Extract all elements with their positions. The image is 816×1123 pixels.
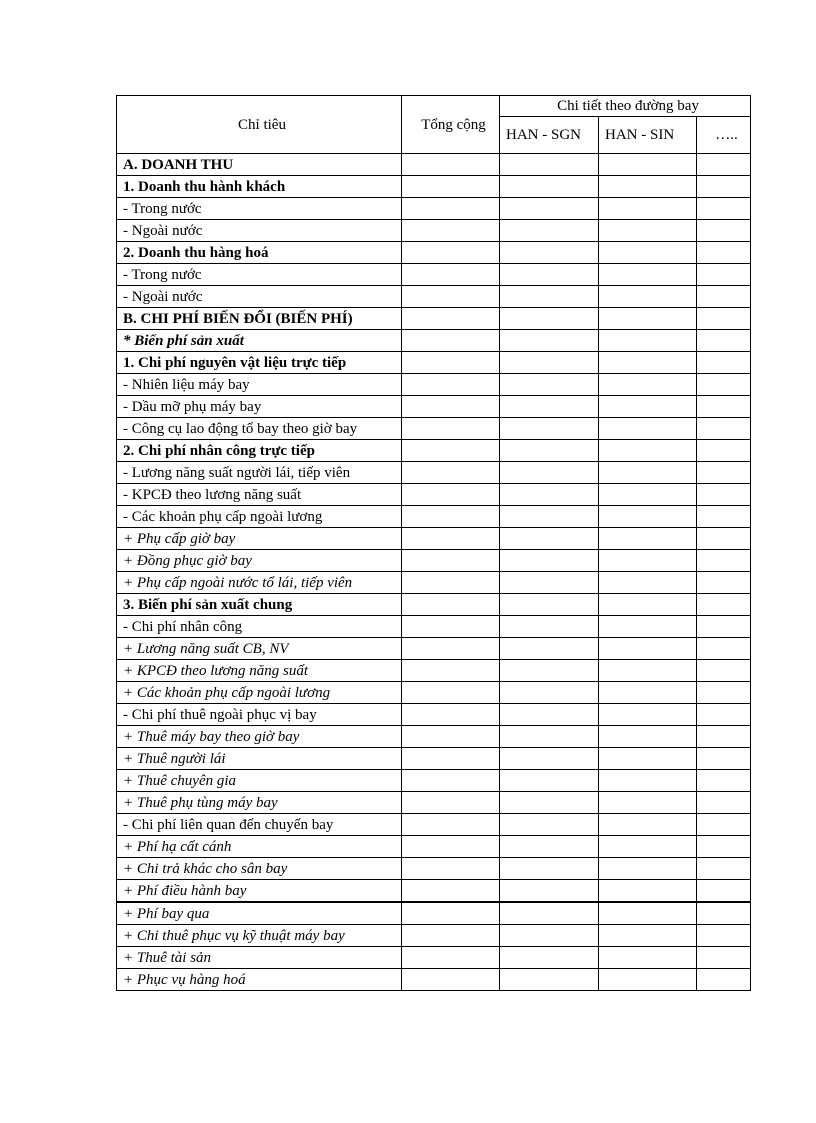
table-row [117, 506, 751, 528]
han-sin-cell [599, 352, 697, 374]
table-row [117, 880, 751, 903]
table-row [117, 902, 751, 925]
total-cell [402, 242, 500, 264]
row-label: - Ngoài nước [117, 286, 402, 308]
table-row [117, 748, 751, 770]
total-cell [402, 550, 500, 572]
han-sin-cell [599, 880, 697, 903]
more-cell [697, 594, 751, 616]
table-row [117, 484, 751, 506]
total-cell [402, 947, 500, 969]
more-cell [697, 528, 751, 550]
table-row [117, 836, 751, 858]
han-sgn-cell [500, 176, 599, 198]
total-cell [402, 814, 500, 836]
table-row [117, 352, 751, 374]
table-row [117, 242, 751, 264]
table-row [117, 286, 751, 308]
table-row [117, 660, 751, 682]
han-sgn-cell [500, 550, 599, 572]
han-sin-cell [599, 374, 697, 396]
han-sin-cell [599, 947, 697, 969]
han-sgn-cell [500, 242, 599, 264]
more-cell [697, 792, 751, 814]
total-cell [402, 528, 500, 550]
header-total: Tổng cộng [402, 96, 500, 154]
han-sin-cell [599, 925, 697, 947]
han-sin-cell [599, 242, 697, 264]
row-label: - Các khoản phụ cấp ngoài lương [117, 506, 402, 528]
han-sgn-cell [500, 969, 599, 991]
more-cell [697, 352, 751, 374]
table-row [117, 308, 751, 330]
total-cell [402, 660, 500, 682]
row-label: 3. Biến phí sản xuất chung [117, 594, 402, 616]
han-sgn-cell [500, 462, 599, 484]
table-row [117, 330, 751, 352]
row-label: + Phụ cấp giờ bay [117, 528, 402, 550]
han-sin-cell [599, 726, 697, 748]
row-label: + Chi trả khác cho sân bay [117, 858, 402, 880]
han-sin-cell [599, 220, 697, 242]
han-sgn-cell [500, 308, 599, 330]
table-row [117, 638, 751, 660]
table-row [117, 176, 751, 198]
header-indicator: Chỉ tiêu [117, 96, 402, 154]
total-cell [402, 176, 500, 198]
row-label: - Chi phí thuê ngoài phục vị bay [117, 704, 402, 726]
han-sgn-cell [500, 660, 599, 682]
header-route-han-sgn: HAN - SGN [500, 117, 599, 154]
more-cell [697, 814, 751, 836]
han-sgn-cell [500, 638, 599, 660]
total-cell [402, 792, 500, 814]
more-cell [697, 396, 751, 418]
row-label: - Chi phí nhân công [117, 616, 402, 638]
row-label: + Thuê phụ tùng máy bay [117, 792, 402, 814]
total-cell [402, 374, 500, 396]
han-sgn-cell [500, 770, 599, 792]
more-cell [697, 374, 751, 396]
han-sgn-cell [500, 616, 599, 638]
more-cell [697, 748, 751, 770]
row-label: - Chi phí liên quan đến chuyến bay [117, 814, 402, 836]
table-row [117, 264, 751, 286]
total-cell [402, 682, 500, 704]
row-label: + Phụ cấp ngoài nước tổ lái, tiếp viên [117, 572, 402, 594]
han-sgn-cell [500, 154, 599, 176]
total-cell [402, 352, 500, 374]
total-cell [402, 770, 500, 792]
han-sin-cell [599, 528, 697, 550]
table-row [117, 572, 751, 594]
han-sgn-cell [500, 396, 599, 418]
han-sin-cell [599, 682, 697, 704]
table-row [117, 925, 751, 947]
han-sin-cell [599, 154, 697, 176]
more-cell [697, 925, 751, 947]
more-cell [697, 638, 751, 660]
table-row [117, 528, 751, 550]
total-cell [402, 330, 500, 352]
more-cell [697, 880, 751, 903]
more-cell [697, 484, 751, 506]
han-sin-cell [599, 550, 697, 572]
total-cell [402, 748, 500, 770]
table-row [117, 550, 751, 572]
han-sin-cell [599, 506, 697, 528]
table-row [117, 969, 751, 991]
header-route-detail: Chi tiết theo đường bay [500, 96, 751, 117]
han-sgn-cell [500, 748, 599, 770]
han-sin-cell [599, 264, 697, 286]
row-label: 1. Doanh thu hành khách [117, 176, 402, 198]
table-row [117, 374, 751, 396]
total-cell [402, 858, 500, 880]
more-cell [697, 418, 751, 440]
han-sgn-cell [500, 814, 599, 836]
row-label: + Phí bay qua [117, 902, 402, 925]
total-cell [402, 925, 500, 947]
total-cell [402, 506, 500, 528]
han-sgn-cell [500, 440, 599, 462]
table-row [117, 792, 751, 814]
han-sgn-cell [500, 352, 599, 374]
total-cell [402, 418, 500, 440]
han-sin-cell [599, 814, 697, 836]
table-row [117, 947, 751, 969]
table-row [117, 220, 751, 242]
han-sin-cell [599, 704, 697, 726]
han-sgn-cell [500, 506, 599, 528]
han-sgn-cell [500, 925, 599, 947]
han-sgn-cell [500, 484, 599, 506]
more-cell [697, 506, 751, 528]
table-row [117, 396, 751, 418]
han-sin-cell [599, 969, 697, 991]
han-sin-cell [599, 286, 697, 308]
more-cell [697, 550, 751, 572]
han-sin-cell [599, 770, 697, 792]
total-cell [402, 594, 500, 616]
more-cell [697, 704, 751, 726]
more-cell [697, 836, 751, 858]
han-sin-cell [599, 308, 697, 330]
han-sin-cell [599, 198, 697, 220]
total-cell [402, 484, 500, 506]
row-label: + KPCĐ theo lương năng suất [117, 660, 402, 682]
han-sin-cell [599, 594, 697, 616]
header-route-more: ….. [697, 117, 751, 154]
table-row [117, 616, 751, 638]
row-label: + Thuê người lái [117, 748, 402, 770]
han-sgn-cell [500, 374, 599, 396]
row-label: - Trong nước [117, 264, 402, 286]
han-sgn-cell [500, 528, 599, 550]
row-label: + Các khoản phụ cấp ngoài lương [117, 682, 402, 704]
han-sin-cell [599, 176, 697, 198]
total-cell [402, 308, 500, 330]
han-sgn-cell [500, 704, 599, 726]
row-label: - Ngoài nước [117, 220, 402, 242]
more-cell [697, 198, 751, 220]
row-label: B. CHI PHÍ BIẾN ĐỔI (BIẾN PHÍ) [117, 308, 402, 330]
row-label: + Đồng phục giờ bay [117, 550, 402, 572]
han-sin-cell [599, 396, 697, 418]
row-label: + Phục vụ hàng hoá [117, 969, 402, 991]
total-cell [402, 220, 500, 242]
more-cell [697, 264, 751, 286]
total-cell [402, 462, 500, 484]
table-row [117, 462, 751, 484]
row-label: - Dầu mỡ phụ máy bay [117, 396, 402, 418]
han-sgn-cell [500, 880, 599, 903]
more-cell [697, 969, 751, 991]
total-cell [402, 154, 500, 176]
total-cell [402, 396, 500, 418]
row-label: - Công cụ lao động tổ bay theo giờ bay [117, 418, 402, 440]
cost-revenue-table [116, 95, 751, 991]
table-row [117, 682, 751, 704]
table-body [117, 154, 751, 991]
han-sin-cell [599, 484, 697, 506]
more-cell [697, 682, 751, 704]
han-sin-cell [599, 836, 697, 858]
more-cell [697, 462, 751, 484]
row-label: + Thuê máy bay theo giờ bay [117, 726, 402, 748]
table-row [117, 814, 751, 836]
more-cell [697, 660, 751, 682]
han-sin-cell [599, 858, 697, 880]
row-label: A. DOANH THU [117, 154, 402, 176]
total-cell [402, 638, 500, 660]
total-cell [402, 616, 500, 638]
total-cell [402, 902, 500, 925]
han-sgn-cell [500, 726, 599, 748]
han-sgn-cell [500, 572, 599, 594]
total-cell [402, 572, 500, 594]
more-cell [697, 440, 751, 462]
more-cell [697, 572, 751, 594]
row-label: * Biến phí sản xuất [117, 330, 402, 352]
row-label: + Thuê tài sản [117, 947, 402, 969]
row-label: + Phí hạ cất cánh [117, 836, 402, 858]
row-label: + Lương năng suất CB, NV [117, 638, 402, 660]
table-row [117, 726, 751, 748]
more-cell [697, 947, 751, 969]
han-sin-cell [599, 902, 697, 925]
total-cell [402, 704, 500, 726]
total-cell [402, 264, 500, 286]
table-row [117, 858, 751, 880]
header-route-han-sin: HAN - SIN [599, 117, 697, 154]
more-cell [697, 330, 751, 352]
han-sgn-cell [500, 264, 599, 286]
total-cell [402, 726, 500, 748]
table-row [117, 704, 751, 726]
more-cell [697, 242, 751, 264]
han-sgn-cell [500, 286, 599, 308]
han-sin-cell [599, 330, 697, 352]
han-sin-cell [599, 418, 697, 440]
table-row [117, 770, 751, 792]
han-sgn-cell [500, 792, 599, 814]
total-cell [402, 440, 500, 462]
row-label: 2. Doanh thu hàng hoá [117, 242, 402, 264]
row-label: - Nhiên liệu máy bay [117, 374, 402, 396]
table-row [117, 440, 751, 462]
row-label: + Thuê chuyên gia [117, 770, 402, 792]
total-cell [402, 198, 500, 220]
han-sin-cell [599, 638, 697, 660]
more-cell [697, 176, 751, 198]
more-cell [697, 770, 751, 792]
han-sgn-cell [500, 836, 599, 858]
table-row [117, 154, 751, 176]
more-cell [697, 308, 751, 330]
han-sin-cell [599, 660, 697, 682]
more-cell [697, 858, 751, 880]
row-label: - Lương năng suất người lái, tiếp viên [117, 462, 402, 484]
han-sgn-cell [500, 594, 599, 616]
table-row [117, 594, 751, 616]
table-row [117, 198, 751, 220]
han-sgn-cell [500, 902, 599, 925]
han-sin-cell [599, 440, 697, 462]
han-sin-cell [599, 748, 697, 770]
total-cell [402, 836, 500, 858]
more-cell [697, 154, 751, 176]
more-cell [697, 902, 751, 925]
han-sgn-cell [500, 858, 599, 880]
row-label: 1. Chi phí nguyên vật liệu trực tiếp [117, 352, 402, 374]
more-cell [697, 286, 751, 308]
more-cell [697, 220, 751, 242]
more-cell [697, 726, 751, 748]
han-sgn-cell [500, 198, 599, 220]
total-cell [402, 880, 500, 903]
table-row [117, 418, 751, 440]
han-sgn-cell [500, 220, 599, 242]
total-cell [402, 969, 500, 991]
row-label: + Phí điều hành bay [117, 880, 402, 903]
han-sgn-cell [500, 330, 599, 352]
row-label: 2. Chi phí nhân công trực tiếp [117, 440, 402, 462]
han-sin-cell [599, 616, 697, 638]
more-cell [697, 616, 751, 638]
row-label: + Chi thuê phục vụ kỹ thuật máy bay [117, 925, 402, 947]
row-label: - Trong nước [117, 198, 402, 220]
row-label: - KPCĐ theo lương năng suất [117, 484, 402, 506]
han-sin-cell [599, 462, 697, 484]
han-sgn-cell [500, 947, 599, 969]
han-sin-cell [599, 792, 697, 814]
han-sin-cell [599, 572, 697, 594]
han-sgn-cell [500, 418, 599, 440]
han-sgn-cell [500, 682, 599, 704]
total-cell [402, 286, 500, 308]
